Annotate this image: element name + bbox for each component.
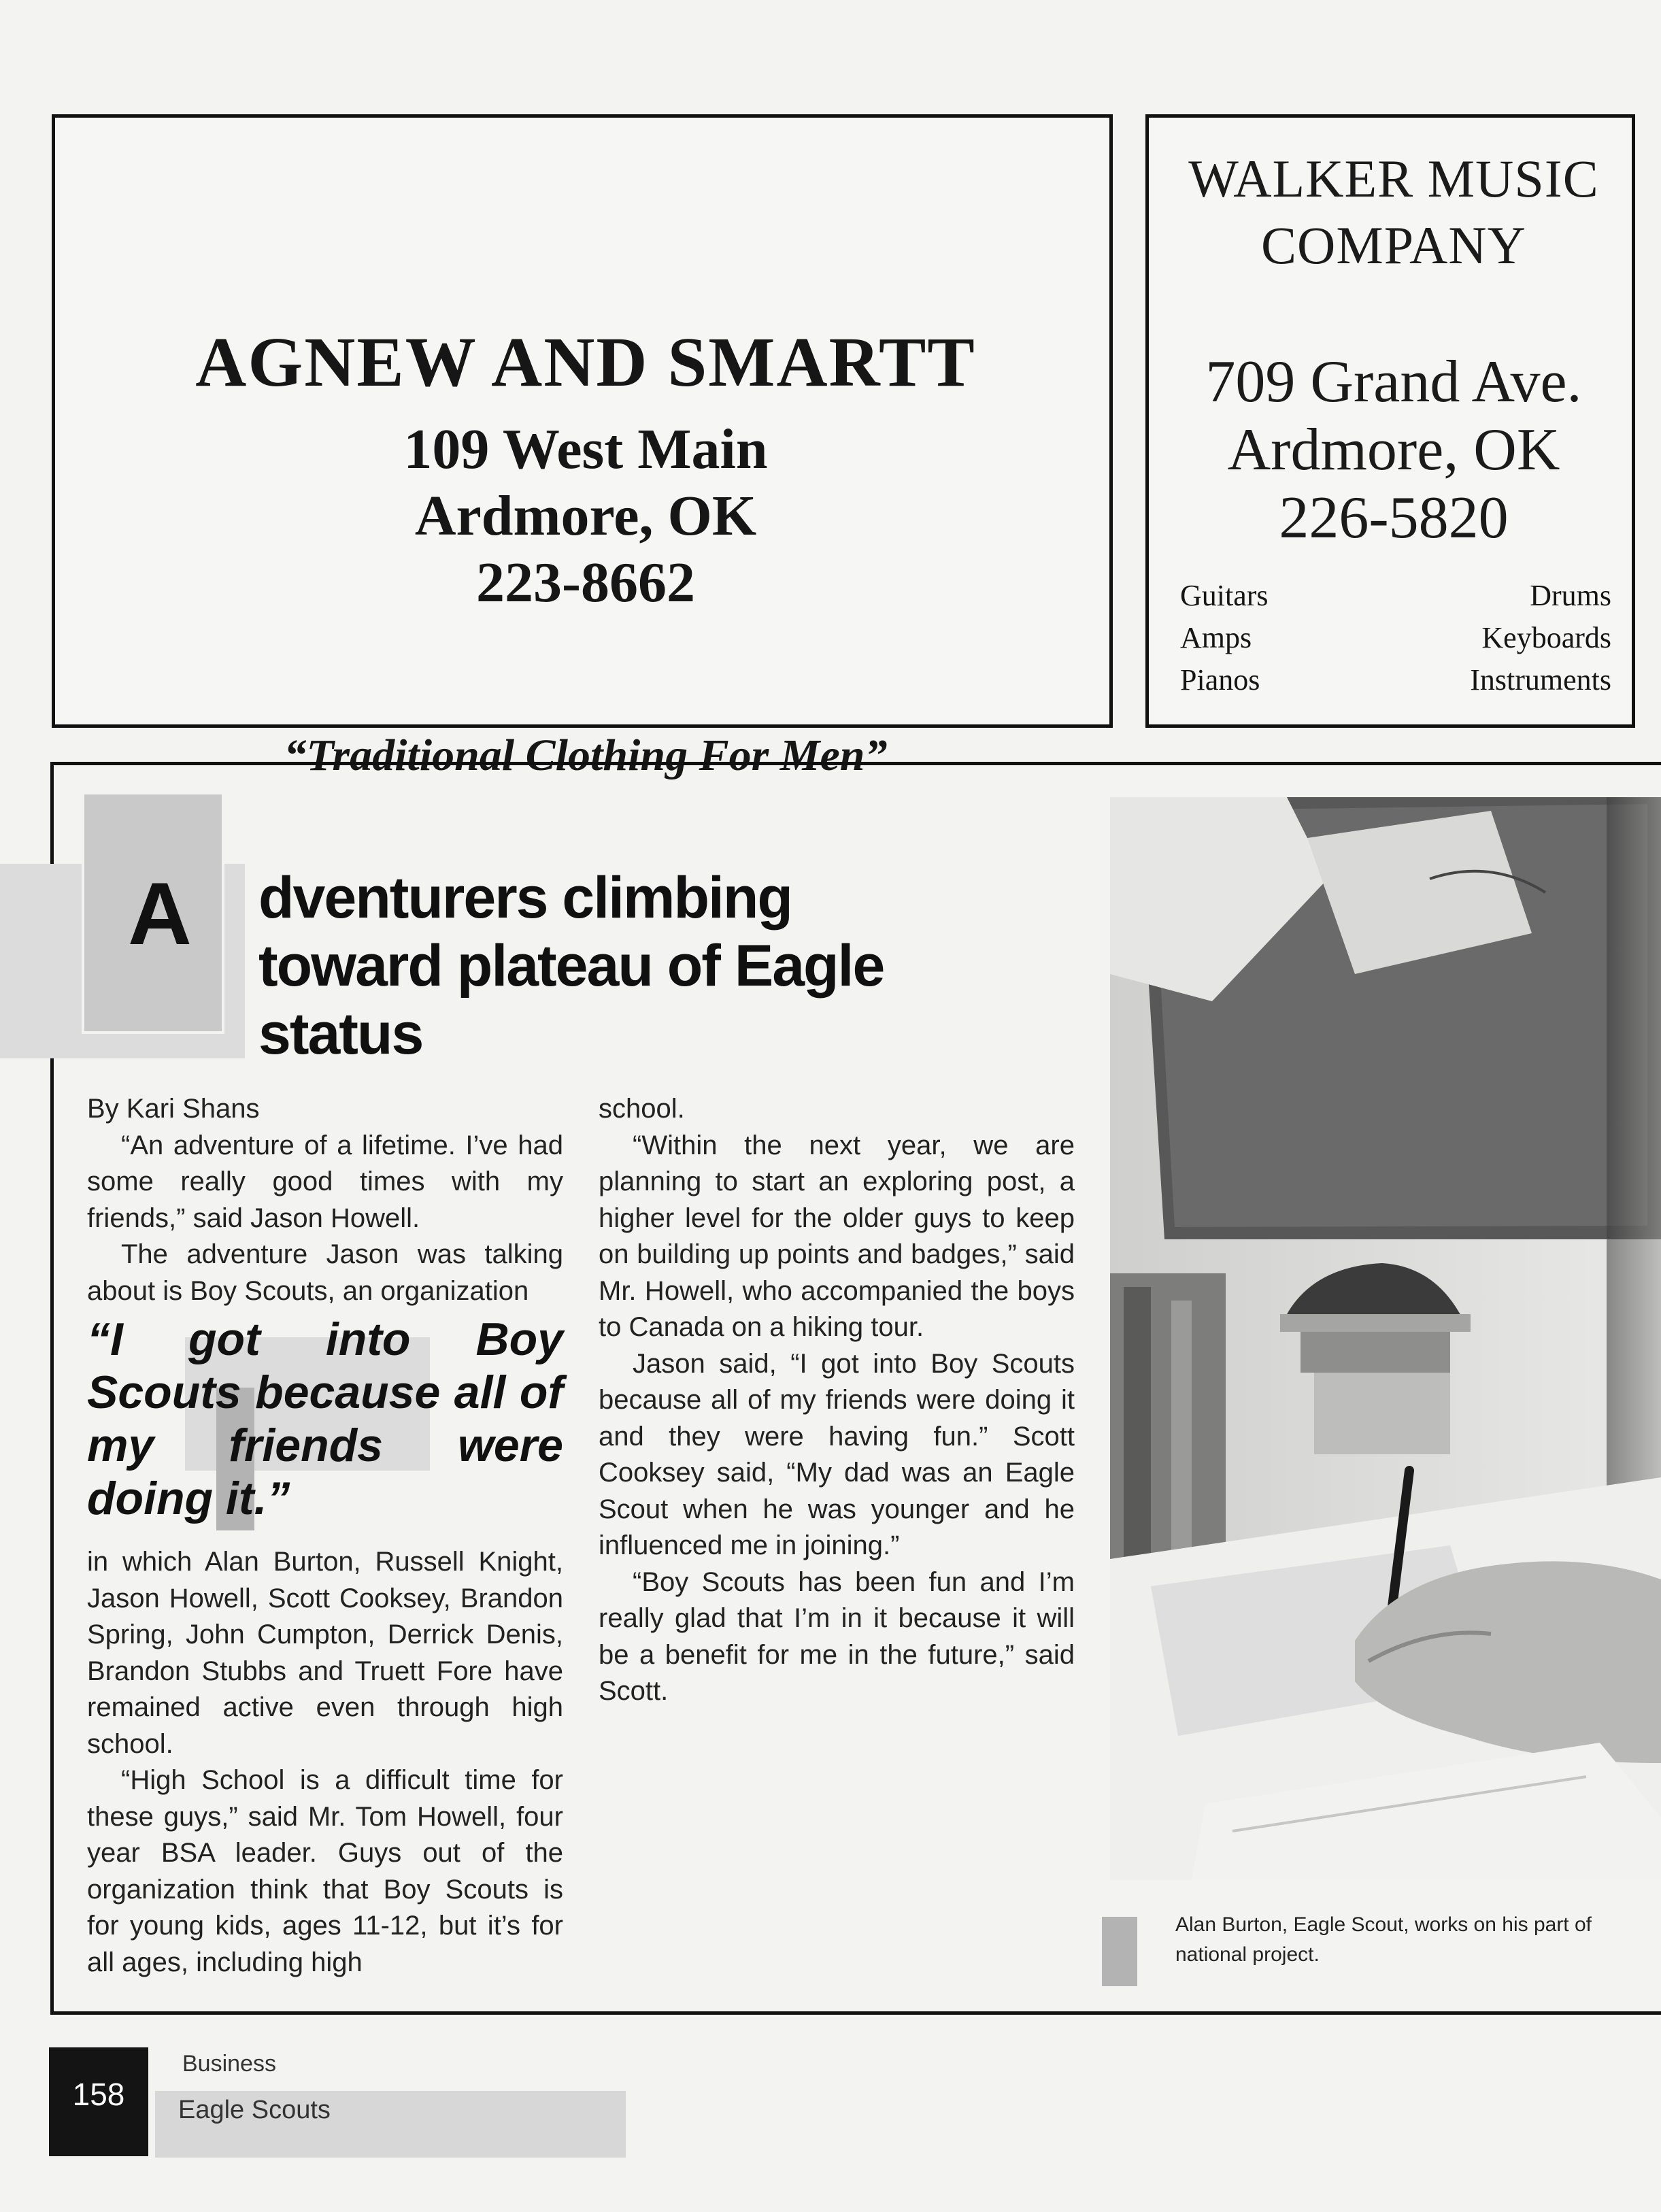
walker-item: Keyboards bbox=[1481, 621, 1611, 654]
walker-item: Amps bbox=[1180, 621, 1252, 654]
agnew-tagline: “Traditional Clothing For Men” bbox=[284, 731, 888, 780]
paragraph: Jason said, “I got into Boy Scouts because all of my friends were doing it and they were having fun.” Scott Cooksey said, “My dad was an Eagle Scout when he was younger and he influenced me in joining.” bbox=[599, 1348, 1075, 1560]
subsection-label: Eagle Scouts bbox=[178, 2096, 331, 2124]
article-column-2 bbox=[599, 1091, 1075, 1710]
headline-line: toward plateau of Eagle bbox=[258, 933, 884, 999]
walker-item: Pianos bbox=[1180, 663, 1260, 697]
paragraph: “An adventure of a lifetime. I’ve had some really good times with my friends,” said Jason Howell. bbox=[87, 1130, 563, 1233]
headline-line: dventurers climbing bbox=[258, 865, 792, 931]
walker-address-line1: 709 Grand Ave. bbox=[1205, 349, 1582, 415]
scout-photo bbox=[1110, 797, 1661, 1880]
paragraph: “Within the next year, we are planning to start an exploring post, a higher level for the older guys to keep on building up points and badges,” said Mr. Howell, who accompanied the boys to Canada on a hiking tour. bbox=[599, 1130, 1075, 1342]
paragraph: “Boy Scouts has been fun and I’m really glad that I’m in it because it will be a benefit for me in the future,” said Scott. bbox=[599, 1566, 1075, 1706]
walker-music-ad bbox=[1145, 114, 1635, 728]
headline bbox=[258, 864, 1075, 1068]
section-label: Business bbox=[182, 2051, 276, 2077]
walker-item: Drums bbox=[1530, 579, 1611, 612]
photo-caption: Alan Burton, Eagle Scout, works on his part of national project. bbox=[1175, 1913, 1592, 1966]
byline: By Kari Shans bbox=[87, 1094, 260, 1124]
drop-cap: A bbox=[128, 864, 192, 963]
walker-item: Instruments bbox=[1470, 663, 1611, 697]
headline-line: status bbox=[258, 1001, 423, 1067]
walker-name-line1: WALKER MUSIC bbox=[1188, 149, 1599, 208]
paragraph: school. bbox=[599, 1094, 685, 1124]
agnew-address-line2: Ardmore, OK bbox=[414, 484, 757, 548]
walker-name-line2: COMPANY bbox=[1261, 216, 1526, 275]
walker-phone: 226-5820 bbox=[1279, 485, 1509, 551]
caption-marker bbox=[1102, 1917, 1137, 1986]
article-column-1-bottom bbox=[87, 1544, 563, 1981]
page-number: 158 bbox=[72, 2077, 125, 2112]
paragraph: The adventure Jason was talking about is Boy Scouts, an organization bbox=[87, 1239, 563, 1306]
agnew-phone: 223-8662 bbox=[476, 551, 695, 614]
article-column-1-top bbox=[87, 1091, 563, 1309]
walker-item: Guitars bbox=[1180, 579, 1269, 612]
paragraph: “High School is a difficult time for these guys,” said Mr. Tom Howell, four year BSA leader. Guys out of the organization think that Boy Scouts is for young kids, ages 11-12, but it’s for all ages, including high bbox=[87, 1765, 563, 1977]
agnew-name: AGNEW AND SMARTT bbox=[195, 323, 976, 401]
agnew-smartt-ad bbox=[52, 114, 1113, 780]
walker-address-line2: Ardmore, OK bbox=[1227, 417, 1560, 483]
paragraph: in which Alan Burton, Russell Knight, Jason Howell, Scott Cooksey, Brandon Spring, John Cumpton, Derrick Denis, Brandon Stubbs and Truett Fore have remained active even through high school. bbox=[87, 1547, 563, 1759]
agnew-address-line1: 109 West Main bbox=[403, 418, 768, 481]
pull-quote: “I got into Boy Scouts because all of my friends were doing it.” bbox=[87, 1313, 563, 1524]
photo-illustration bbox=[1110, 797, 1661, 1880]
